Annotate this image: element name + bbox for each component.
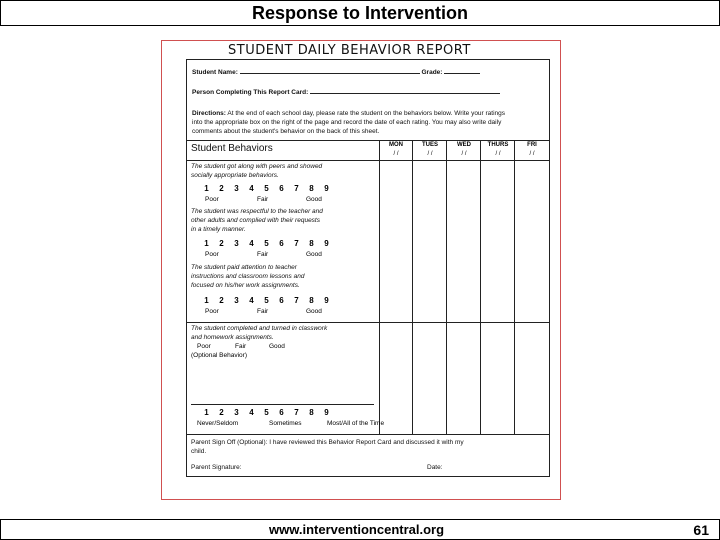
behavior-3-anchor-good: Good xyxy=(306,308,322,315)
column-divider xyxy=(379,140,380,435)
column-divider xyxy=(514,140,515,435)
day-thurs: THURS xyxy=(487,142,509,148)
scale-value: 6 xyxy=(279,239,284,248)
optional-behavior-line xyxy=(191,404,374,405)
scale-value: 9 xyxy=(324,296,329,305)
behavior-2-line-2: other adults and complied with their requests xyxy=(191,217,320,224)
footer-url[interactable]: www.interventioncentral.org xyxy=(269,522,445,537)
scale-value: 2 xyxy=(219,239,224,248)
optional-anchor-most: Most/All of the Time xyxy=(327,420,385,427)
day-date-fri: / / xyxy=(529,151,535,157)
behaviors-header: Student Behaviors xyxy=(191,143,273,154)
behavior-1-anchor-good: Good xyxy=(306,196,322,203)
slide-footer xyxy=(0,519,720,540)
behavior-2-anchor-poor: Poor xyxy=(205,251,219,258)
scale-value: 5 xyxy=(264,296,269,305)
scale-value: 5 xyxy=(264,184,269,193)
directions-text-1: At the end of each school day, please rate the student on the behaviors below. Write your ratings xyxy=(227,110,506,117)
day-mon: MON xyxy=(389,142,403,148)
behavior-2-anchor-fair: Fair xyxy=(257,251,269,258)
grade-label: Grade: xyxy=(421,69,443,76)
scale-value: 4 xyxy=(249,408,254,417)
student-name-row xyxy=(192,68,480,78)
behavior-4-line-1: The student completed and turned in classwork xyxy=(191,325,328,332)
day-date-tues: / / xyxy=(427,151,433,157)
scale-value: 1 xyxy=(204,408,209,417)
scale-value: 4 xyxy=(249,296,254,305)
behavior-3-line-2: instructions and classroom lessons and xyxy=(191,273,305,280)
day-date-mon: / / xyxy=(393,151,399,157)
behavior-4-line-2: and homework assignments. xyxy=(191,334,274,341)
behavior-3-line-1: The student paid attention to teacher xyxy=(191,264,297,271)
scale-value: 7 xyxy=(294,184,299,193)
table-header-rule xyxy=(187,160,549,161)
behavior-1-line-2: socially appropriate behaviors. xyxy=(191,172,279,179)
behavior-2-line-1: The student was respectful to the teacher and xyxy=(191,208,323,215)
scale-value: 3 xyxy=(234,184,239,193)
day-fri: FRI xyxy=(527,142,537,148)
grade-line xyxy=(444,73,480,74)
signoff-line-1: Parent Sign Off (Optional): I have reviewed this Behavior Report Card and discussed it with my xyxy=(191,439,464,446)
behavior-report-document xyxy=(161,40,561,500)
date-label: Date: xyxy=(427,464,443,471)
scale-value: 5 xyxy=(264,408,269,417)
person-label: Person Completing This Report Card: xyxy=(192,89,309,96)
scale-value: 3 xyxy=(234,408,239,417)
student-name-label: Student Name: xyxy=(192,69,238,76)
scale-value: 7 xyxy=(294,296,299,305)
person-line xyxy=(310,93,500,94)
slide-title: Response to Intervention xyxy=(251,3,469,23)
optional-anchor-never: Never/Seldom xyxy=(197,420,239,427)
behavior-1-anchor-poor: Poor xyxy=(205,196,219,203)
scale-value: 9 xyxy=(324,184,329,193)
person-row xyxy=(192,88,500,98)
column-divider xyxy=(446,140,447,435)
scale-value: 6 xyxy=(279,296,284,305)
scale-value: 3 xyxy=(234,239,239,248)
behavior-4-anchor-fair: Fair xyxy=(235,343,247,350)
scale-value: 5 xyxy=(264,239,269,248)
scale-value: 4 xyxy=(249,184,254,193)
scale-value: 2 xyxy=(219,184,224,193)
directions-text-3: comments about the student's behavior on the back of this sheet. xyxy=(192,128,380,135)
scale-value: 1 xyxy=(204,239,209,248)
table-bottom-rule xyxy=(187,434,549,435)
signoff-line-2: child. xyxy=(191,448,207,455)
behavior-1-scale xyxy=(199,184,334,193)
behavior-3-anchor-poor: Poor xyxy=(205,308,219,315)
scale-value: 4 xyxy=(249,239,254,248)
directions-label: Directions: xyxy=(192,110,226,117)
behavior-2-scale xyxy=(199,239,334,248)
scale-value: 2 xyxy=(219,408,224,417)
day-wed: WED xyxy=(457,142,471,148)
scale-value: 7 xyxy=(294,408,299,417)
optional-anchor-sometimes: Sometimes xyxy=(269,420,302,427)
scale-value: 9 xyxy=(324,408,329,417)
behavior-1-line-1: The student got along with peers and showed xyxy=(191,163,323,170)
day-date-wed: / / xyxy=(461,151,467,157)
scale-value: 8 xyxy=(309,184,314,193)
behavior-3-anchor-fair: Fair xyxy=(257,308,269,315)
scale-value: 6 xyxy=(279,408,284,417)
scale-value: 8 xyxy=(309,296,314,305)
behavior-3-line-3: focused on his/her work assignments. xyxy=(191,282,300,289)
day-date-thurs: / / xyxy=(495,151,501,157)
scale-value: 6 xyxy=(279,184,284,193)
report-frame xyxy=(186,59,550,477)
scale-value: 8 xyxy=(309,408,314,417)
table-top-rule xyxy=(187,140,549,141)
behavior-block-rule xyxy=(187,322,549,323)
scale-value: 8 xyxy=(309,239,314,248)
scale-value: 9 xyxy=(324,239,329,248)
column-divider xyxy=(412,140,413,435)
optional-scale xyxy=(199,408,334,417)
report-title: STUDENT DAILY BEHAVIOR REPORT xyxy=(228,43,471,58)
page-number: 61 xyxy=(693,522,709,538)
directions-text-2: into the appropriate box on the right of the page and record the date of each rating. You may also write daily xyxy=(192,119,502,126)
behavior-4-anchor-good: Good xyxy=(269,343,285,350)
slide-title-bar xyxy=(0,0,720,26)
scale-value: 7 xyxy=(294,239,299,248)
scale-value: 1 xyxy=(204,184,209,193)
student-name-line xyxy=(240,73,420,74)
optional-behavior-label: (Optional Behavior) xyxy=(191,352,247,359)
column-divider xyxy=(480,140,481,435)
behavior-4-anchor-poor: Poor xyxy=(197,343,211,350)
scale-value: 3 xyxy=(234,296,239,305)
behavior-2-anchor-good: Good xyxy=(306,251,322,258)
behavior-3-scale xyxy=(199,296,334,305)
behavior-1-anchor-fair: Fair xyxy=(257,196,269,203)
scale-value: 2 xyxy=(219,296,224,305)
day-tues: TUES xyxy=(421,142,438,148)
behavior-2-line-3: in a timely manner. xyxy=(191,226,246,233)
scale-value: 1 xyxy=(204,296,209,305)
parent-signature-label: Parent Signature: xyxy=(191,464,242,471)
